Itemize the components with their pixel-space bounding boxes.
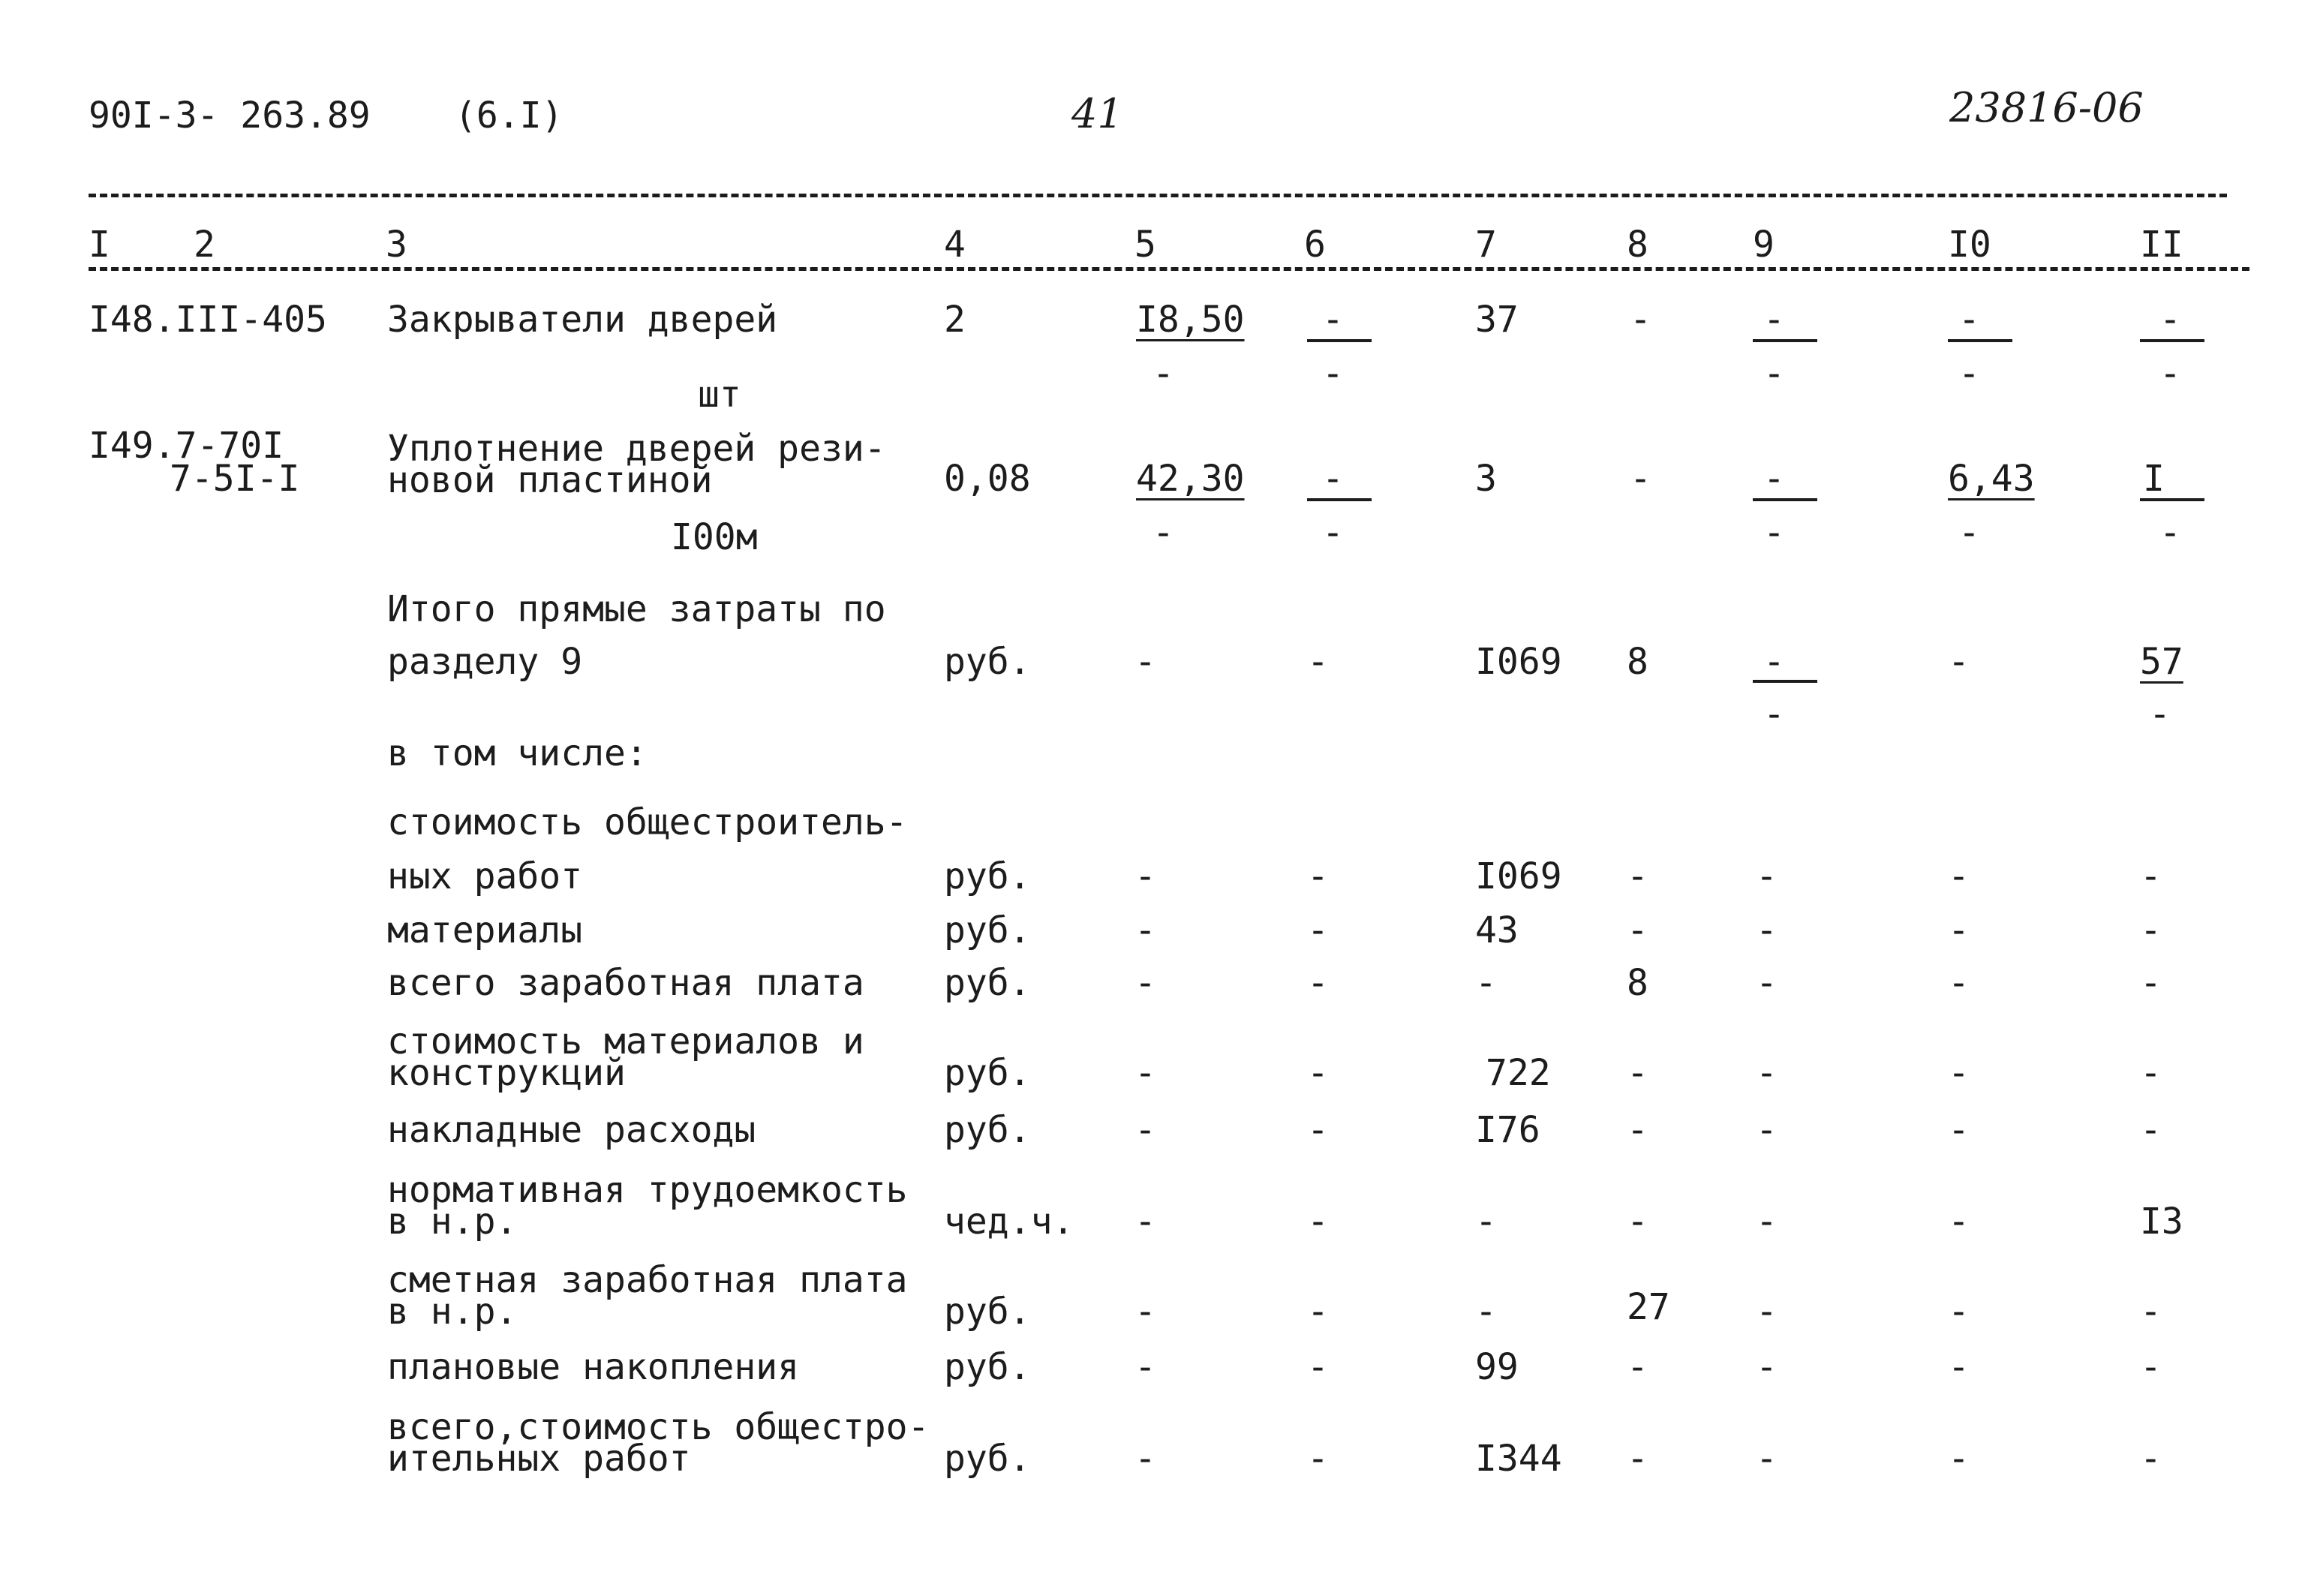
cell-5-sub: -	[1152, 512, 1174, 554]
cell-9: -	[1756, 1291, 1778, 1333]
column-header: I	[89, 224, 110, 266]
cell-5: -	[1134, 855, 1156, 897]
cell-10: -	[1948, 641, 1970, 683]
cell-10: -	[1948, 962, 1970, 1004]
breakdown-label-continued: ительных работ	[387, 1438, 691, 1480]
row-quantity: 0,08	[944, 458, 1031, 500]
cell-11: I	[2143, 458, 2165, 500]
row-name-continued: новой пластиной	[387, 459, 713, 501]
column-header: 5	[1134, 224, 1156, 266]
breakdown-unit: руб.	[944, 1291, 1031, 1333]
cell-5: -	[1134, 962, 1156, 1004]
cell-11: -	[2140, 1291, 2162, 1333]
cell-5: I8,50	[1136, 299, 1245, 341]
cell-6: -	[1307, 1438, 1329, 1480]
cell-7: 43	[1475, 909, 1519, 951]
row-name: Закрыватели дверей	[387, 299, 778, 341]
cell-9-sub: -	[1763, 693, 1785, 735]
cell-6-underline	[1307, 498, 1372, 501]
cell-6: -	[1307, 962, 1329, 1004]
cell-9: -	[1756, 1109, 1778, 1151]
cell-11: -	[2140, 1109, 2162, 1151]
cell-7: -	[1475, 962, 1497, 1004]
cell-6: -	[1307, 641, 1329, 683]
cell-6-sub: -	[1322, 353, 1344, 395]
cell-6: -	[1307, 909, 1329, 951]
row-code: I49.7-70I	[89, 425, 284, 467]
cell-6-sub: -	[1322, 512, 1344, 554]
cell-11-sub: -	[2159, 512, 2181, 554]
breakdown-label: всего заработная плата	[387, 962, 864, 1004]
cell-7: -	[1475, 1201, 1497, 1243]
cell-11: -	[2140, 1438, 2162, 1480]
breakdown-unit: руб.	[944, 909, 1031, 951]
cell-9: -	[1763, 641, 1785, 683]
column-header: 4	[944, 224, 966, 266]
cell-9-underline	[1753, 339, 1817, 342]
cell-8: -	[1627, 1052, 1648, 1094]
row-code: I48.III-405	[89, 299, 327, 341]
column-header: 2	[194, 224, 215, 266]
cell-9: -	[1763, 458, 1785, 500]
cell-9: -	[1763, 299, 1785, 341]
cell-11: -	[2140, 1052, 2162, 1094]
cell-10: -	[1958, 299, 1980, 341]
cell-7: 3	[1475, 458, 1497, 500]
breakdown-label-continued: конструкций	[387, 1052, 626, 1094]
column-header: 7	[1475, 224, 1497, 266]
page-number: 41	[1071, 90, 1123, 137]
cell-8: -	[1627, 909, 1648, 951]
cell-5: -	[1134, 1109, 1156, 1151]
column-header: 3	[386, 224, 407, 266]
cell-11-underline	[2140, 339, 2204, 342]
cell-7: I344	[1475, 1438, 1562, 1480]
cell-8: 8	[1627, 962, 1648, 1004]
row-unit: I00м	[671, 516, 758, 558]
row-unit: шт	[698, 374, 741, 416]
column-header: II	[2140, 224, 2183, 266]
cell-11: I3	[2140, 1201, 2183, 1243]
breakdown-label-continued: в н.р.	[387, 1291, 518, 1333]
cell-9-sub: -	[1763, 353, 1785, 395]
total-label-continued: разделу 9	[387, 641, 583, 683]
breakdown-label-continued: ных работ	[387, 855, 583, 897]
breakdown-label: материалы	[387, 909, 583, 951]
cell-5: -	[1134, 1438, 1156, 1480]
cell-10: -	[1948, 1346, 1970, 1388]
cell-10: -	[1948, 855, 1970, 897]
cell-5: -	[1134, 909, 1156, 951]
cell-5: -	[1134, 1346, 1156, 1388]
total-label: Итого прямые затраты по	[387, 588, 886, 630]
cell-8: -	[1627, 855, 1648, 897]
breakdown-unit: руб.	[944, 1109, 1031, 1151]
cell-10: -	[1948, 1052, 1970, 1094]
cell-5: -	[1134, 1201, 1156, 1243]
cell-6: -	[1307, 1052, 1329, 1094]
cell-6: -	[1307, 1201, 1329, 1243]
cell-9: -	[1756, 1201, 1778, 1243]
cell-9: -	[1756, 1346, 1778, 1388]
cell-11: 57	[2140, 641, 2183, 683]
cell-11: -	[2140, 1346, 2162, 1388]
cell-9: -	[1756, 962, 1778, 1004]
cell-9-sub: -	[1763, 512, 1785, 554]
breakdown-label: накладные расходы	[387, 1109, 756, 1151]
cell-7: 37	[1475, 299, 1519, 341]
cell-10: -	[1948, 1291, 1970, 1333]
cell-10-sub: -	[1958, 353, 1980, 395]
cell-11: -	[2140, 909, 2162, 951]
cell-8: -	[1627, 1109, 1648, 1151]
document-number: 90I-3- 263.89	[89, 95, 371, 137]
row-code-continued: 7-5I-I	[170, 458, 300, 500]
cell-10-underline	[1948, 339, 2012, 342]
cell-9-underline	[1753, 680, 1817, 683]
cell-10: -	[1948, 1438, 1970, 1480]
header-bottom-rule	[89, 267, 2249, 271]
cell-8: -	[1630, 458, 1651, 500]
header-top-rule	[89, 194, 2227, 197]
breakdown-unit: руб.	[944, 1052, 1031, 1094]
cell-8: 27	[1627, 1286, 1670, 1328]
cell-11-sub: -	[2159, 353, 2181, 395]
row-name: Уплотнение дверей рези-	[387, 428, 886, 470]
stamp-number: 23816-06	[1949, 84, 2144, 131]
cell-6-underline	[1307, 339, 1372, 342]
cell-9: -	[1756, 909, 1778, 951]
cell-6: -	[1307, 855, 1329, 897]
cell-10: -	[1948, 909, 1970, 951]
section-number: (6.I)	[455, 95, 563, 137]
cell-6: -	[1322, 299, 1344, 341]
column-header: 9	[1753, 224, 1775, 266]
breakdown-label-continued: в н.р.	[387, 1201, 518, 1243]
cell-6: -	[1307, 1291, 1329, 1333]
total-unit: руб.	[944, 641, 1031, 683]
cell-7: -	[1475, 1291, 1497, 1333]
column-header: 6	[1304, 224, 1326, 266]
cell-11: -	[2159, 299, 2181, 341]
breakdown-label: нормативная трудоемкость	[387, 1169, 908, 1211]
breakdown-unit: руб.	[944, 962, 1031, 1004]
breakdown-unit: руб.	[944, 855, 1031, 897]
cell-9: -	[1756, 1438, 1778, 1480]
cell-8: -	[1627, 1438, 1648, 1480]
breakdown-label: сметная заработная плата	[387, 1259, 908, 1301]
cell-10: -	[1948, 1201, 1970, 1243]
cell-10: 6,43	[1948, 458, 2035, 500]
cell-5: 42,30	[1136, 458, 1245, 500]
breakdown-label: стоимость общестроитель-	[387, 801, 908, 843]
column-header: I0	[1948, 224, 1991, 266]
cell-10: -	[1948, 1109, 1970, 1151]
cell-11: -	[2140, 855, 2162, 897]
cell-7: 722	[1486, 1052, 1551, 1094]
cell-8: -	[1627, 1201, 1648, 1243]
cell-11-sub: -	[2149, 693, 2171, 735]
cell-5: -	[1134, 641, 1156, 683]
cell-7: I069	[1475, 855, 1562, 897]
breakdown-unit: руб.	[944, 1438, 1031, 1480]
breakdown-unit: руб.	[944, 1346, 1031, 1388]
cell-6: -	[1307, 1346, 1329, 1388]
cell-7: 99	[1475, 1346, 1519, 1388]
including-label: в том числе:	[387, 732, 648, 774]
cell-7: I069	[1475, 641, 1562, 683]
breakdown-unit: чед.ч.	[944, 1201, 1074, 1243]
cell-10-sub: -	[1958, 512, 1980, 554]
cell-7: I76	[1475, 1109, 1540, 1151]
column-header: 8	[1627, 224, 1648, 266]
cell-9: -	[1756, 855, 1778, 897]
cell-8: -	[1630, 299, 1651, 341]
cell-9: -	[1756, 1052, 1778, 1094]
cell-5-sub: -	[1152, 353, 1174, 395]
cell-9-underline	[1753, 498, 1817, 501]
cell-8: 8	[1627, 641, 1648, 683]
breakdown-label: плановые накопления	[387, 1346, 800, 1388]
cell-6: -	[1307, 1109, 1329, 1151]
row-quantity: 2	[944, 299, 966, 341]
cell-11-underline	[2140, 498, 2204, 501]
breakdown-label: всего,стоимость общестро-	[387, 1406, 930, 1448]
cell-8: -	[1627, 1346, 1648, 1388]
breakdown-label: стоимость материалов и	[387, 1020, 864, 1062]
cell-5: -	[1134, 1291, 1156, 1333]
cell-11: -	[2140, 962, 2162, 1004]
cell-5: -	[1134, 1052, 1156, 1094]
cell-6: -	[1322, 458, 1344, 500]
